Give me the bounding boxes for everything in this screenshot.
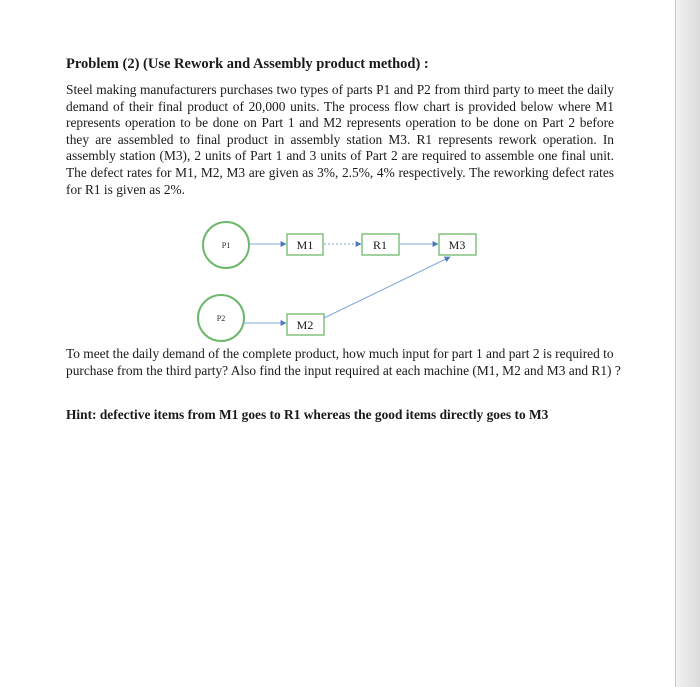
question-text: To meet the daily demand of the complete product, how much input for part 1 and part 2 is required to purchase from the third party? Also find the input required at each machine (M1, M2 and M3 and R1) ? (66, 346, 621, 378)
node-m2 (287, 314, 324, 335)
node-m1 (287, 234, 323, 255)
problem-description: Steel making manufacturers purchases two types of parts P1 and P2 from third party to meet the daily demand of their final product of 20,000 units. The process flow chart is provided below where M1 represents operation to be done on Part 1 and M2 represents operation to be done on Part 2 before they are assembled to final product in assembly station M3. R1 represents rework operation. In assembly station (M3), 2 units of Part 1 and 3 units of Part 2 are required to assemble one final unit. The defect rates for M1, M2, M3 are given as 3%, 2.5%, 4% respectively. The reworking defect rates for R1 is given as 2%. (66, 82, 614, 197)
node-m2-label: M2 (296, 318, 314, 332)
node-r1 (362, 234, 399, 255)
node-m3-label: M3 (448, 238, 466, 252)
node-r1-label: R1 (372, 238, 388, 252)
hint-text: Hint: defective items from M1 goes to R1 whereas the good items directly goes to M3 (66, 407, 549, 422)
node-p1 (203, 222, 249, 268)
problem-title: Problem (2) (Use Rework and Assembly product method) : (66, 56, 429, 72)
arrow-m2-to-m3 (324, 257, 450, 318)
node-p2-label: P2 (216, 314, 226, 323)
node-m1-label: M1 (296, 238, 314, 252)
node-p1-label: P1 (221, 241, 231, 250)
node-p2 (198, 295, 244, 341)
node-m3 (439, 234, 476, 255)
